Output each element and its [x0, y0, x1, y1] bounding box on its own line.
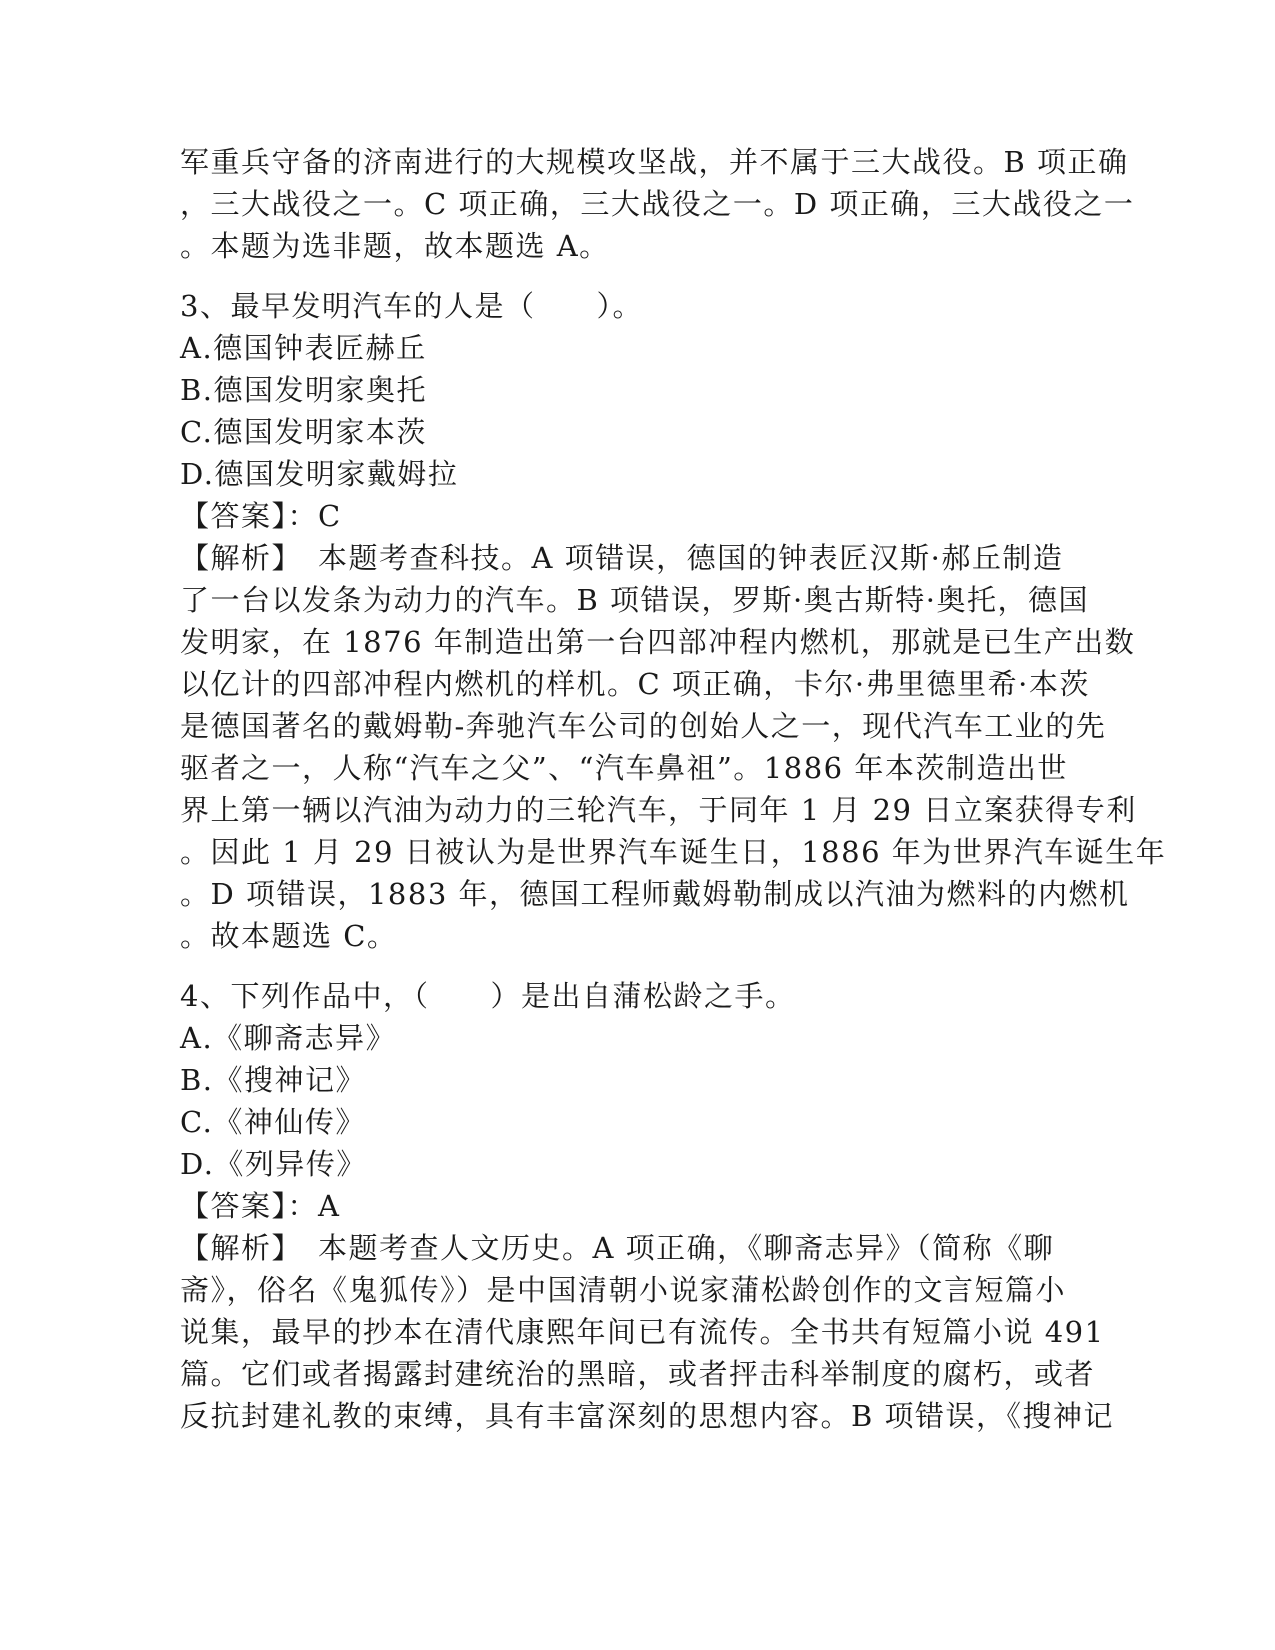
explanation-line: 篇。它们或者揭露封建统治的黑暗，或者抨击科举制度的腐朽，或者	[180, 1357, 1096, 1391]
question-3	[180, 285, 1167, 957]
explanation-line: 是德国著名的戴姆勒-奔驰汽车公司的创始人之一，现代汽车工业的先	[180, 709, 1107, 743]
question-stem: 4、下列作品中，（ ）是出自蒲松龄之手。	[180, 979, 796, 1013]
explanation-line: 以亿计的四部冲程内燃机的样机。C 项正确，卡尔·弗里德里希·本茨	[180, 667, 1090, 701]
question-4	[180, 975, 1115, 1437]
previous-explanation-tail	[180, 141, 1135, 267]
text-line: 。本题为选非题，故本题选 A。	[180, 229, 610, 263]
explanation-line: 【解析】 本题考查科技。A 项错误，德国的钟表匠汉斯·郝丘制造	[180, 541, 1064, 575]
option-c: C.德国发明家本茨	[180, 415, 427, 449]
text-line: 军重兵守备的济南进行的大规模攻坚战，并不属于三大战役。B 项正确	[180, 145, 1129, 179]
explanation-line: 。因此 1 月 29 日被认为是世界汽车诞生日，1886 年为世界汽车诞生年	[180, 835, 1167, 869]
question-stem: 3、最早发明汽车的人是（ ）。	[180, 289, 643, 323]
option-b: B.德国发明家奥托	[180, 373, 428, 407]
option-a: A.德国钟表匠赫丘	[180, 331, 427, 365]
explanation-line: 发明家，在 1876 年制造出第一台四部冲程内燃机，那就是已生产出数	[180, 625, 1136, 659]
explanation-line: 反抗封建礼教的束缚，具有丰富深刻的思想内容。B 项错误，《搜神记	[180, 1399, 1115, 1433]
explanation-line: 【解析】 本题考查人文历史。A 项正确，《聊斋志异》（简称《聊	[180, 1231, 1055, 1265]
document-page	[180, 141, 1167, 1437]
explanation-line: 斋》，俗名《鬼狐传》）是中国清朝小说家蒲松龄创作的文言短篇小	[180, 1273, 1067, 1307]
option-c: C.《神仙传》	[180, 1105, 366, 1139]
answer-line: 【答案】：A	[180, 1189, 341, 1223]
text-line: ，三大战役之一。C 项正确，三大战役之一。D 项正确，三大战役之一	[180, 187, 1135, 221]
option-a: A.《聊斋志异》	[180, 1021, 397, 1055]
option-d: D.德国发明家戴姆拉	[180, 457, 459, 491]
explanation-line: 驱者之一，人称“汽车之父”、“汽车鼻祖”。1886 年本茨制造出世	[180, 751, 1068, 785]
explanation-line: 。故本题选 C。	[180, 919, 398, 953]
option-d: D.《列异传》	[180, 1147, 367, 1181]
explanation-line: 了一台以发条为动力的汽车。B 项错误，罗斯·奥古斯特·奥托，德国	[180, 583, 1089, 617]
explanation-line: 说集，最早的抄本在清代康熙年间已有流传。全书共有短篇小说 491	[180, 1315, 1105, 1349]
explanation-line: 界上第一辆以汽油为动力的三轮汽车，于同年 1 月 29 日立案获得专利	[180, 793, 1137, 827]
explanation-line: 。D 项错误，1883 年，德国工程师戴姆勒制成以汽油为燃料的内燃机	[180, 877, 1130, 911]
option-b: B.《搜神记》	[180, 1063, 367, 1097]
answer-line: 【答案】：C	[180, 499, 342, 533]
